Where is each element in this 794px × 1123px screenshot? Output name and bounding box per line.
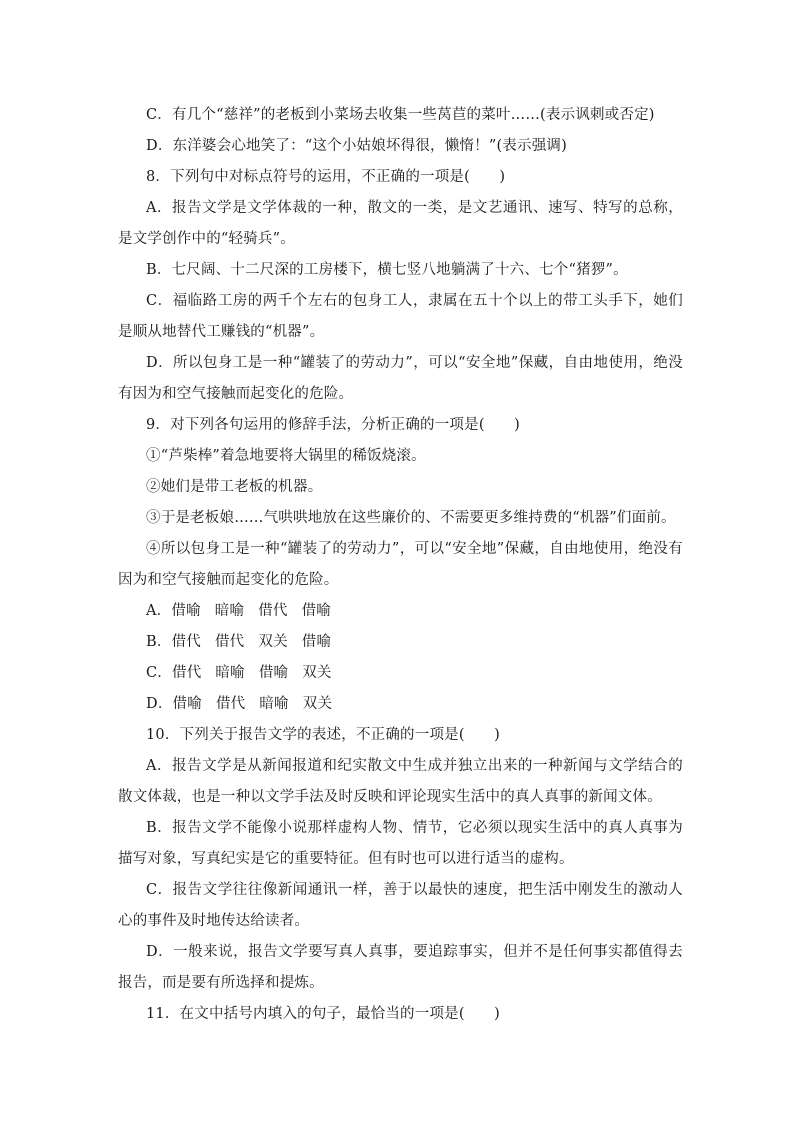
question-10-stem: 10．下列关于报告文学的表述，不正确的一项是( ) (146, 727, 500, 743)
q7-option-c: C．有几个“慈祥”的老板到小菜场去收集一些莴苣的菜叶……(表示讽刺或否定) (146, 107, 655, 123)
q8-option-d: D．所以包身工是一种“罐装了的劳动力”，可以“安全地”保藏，自由地使用，绝没有因为和空气接触而起变化的危险。 (118, 355, 683, 402)
q9-option-b (118, 627, 683, 658)
question-9-stem: 9．对下列各句运用的修辞手法，分析正确的一项是( ) (146, 417, 520, 433)
q9-sentence-1: ①“芦柴棒”着急地要将大锅里的稀饭烧滚。 (146, 448, 426, 464)
q7-option-d: D．东洋婆会心地笑了：“这个小姑娘坏得很，懒惰！”(表示强调) (146, 138, 567, 154)
q8-option-a: A．报告文学是文学体裁的一种，散文的一类，是文艺通讯、速写、特写的总称，是文学创作中的“轻骑兵”。 (118, 200, 683, 247)
option-term: 借喻 (172, 696, 202, 712)
q9-sentence-4: ④所以包身工是一种“罐装了的劳动力”，可以“安全地”保藏，自由地使用，绝没有因为和空气接触而起变化的危险。 (118, 541, 683, 588)
option-term: 暗喻 (214, 603, 245, 619)
option-term: 借代 (214, 634, 245, 650)
option-term: 暗喻 (215, 665, 245, 681)
q9-option-a (118, 596, 683, 627)
option-letter: A． (146, 603, 172, 619)
option-term: 双关 (302, 665, 332, 681)
q9-option-d (118, 689, 683, 720)
q9-sentence-2: ②她们是带工老板的机器。 (146, 479, 323, 495)
document-body (118, 100, 683, 1030)
question-11-stem: 11．在文中括号内填入的句子，最恰当的一项是( ) (146, 1006, 500, 1022)
option-term: 借代 (171, 634, 201, 650)
option-term: 双关 (258, 634, 288, 650)
option-letter: D． (146, 696, 173, 712)
option-term: 借代 (172, 665, 202, 681)
option-term: 双关 (302, 696, 333, 712)
option-term: 借喻 (301, 603, 331, 619)
q8-option-b: B．七尺阔、十二尺深的工房楼下，横七竖八地躺满了十六、七个“猪猡”。 (146, 262, 628, 278)
q10-option-a: A．报告文学是从新闻报道和纪实散文中生成并独立出来的一种新闻与文学结合的散文体裁，也是一种以文学手法及时反映和评论现实生活中的真人真事的新闻文体。 (118, 758, 683, 805)
option-term: 借喻 (258, 665, 289, 681)
option-letter: C． (146, 665, 172, 681)
option-term: 借代 (215, 696, 246, 712)
q10-option-b: B．报告文学不能像小说那样虚构人物、情节，它必须以现实生活中的真人真事为描写对象，写真纪实是它的重要特征。但有时也可以进行适当的虚构。 (118, 820, 683, 867)
option-letter: B． (146, 634, 172, 650)
option-term: 借喻 (301, 634, 332, 650)
q10-option-c: C．报告文学往往像新闻通讯一样，善于以最快的速度，把生活中刚发生的激动人心的事件及时地传达给读者。 (118, 882, 683, 929)
q9-option-c (118, 658, 683, 689)
q9-sentence-3: ③于是老板娘……气哄哄地放在这些廉价的、不需要更多维持费的“机器”们面前。 (146, 510, 676, 526)
q8-option-c: C．福临路工房的两千个左右的包身工人，隶属在五十个以上的带工头手下，她们是顺从地替代工赚钱的“机器”。 (118, 293, 683, 340)
q10-option-d: D．一般来说，报告文学要写真人真事，要追踪事实，但并不是任何事实都值得去报告，而是要有所选择和提炼。 (118, 944, 683, 991)
question-8-stem: 8．下列句中对标点符号的运用，不正确的一项是( ) (146, 169, 506, 185)
option-term: 借喻 (171, 603, 201, 619)
option-term: 暗喻 (259, 696, 289, 712)
option-term: 借代 (258, 603, 288, 619)
